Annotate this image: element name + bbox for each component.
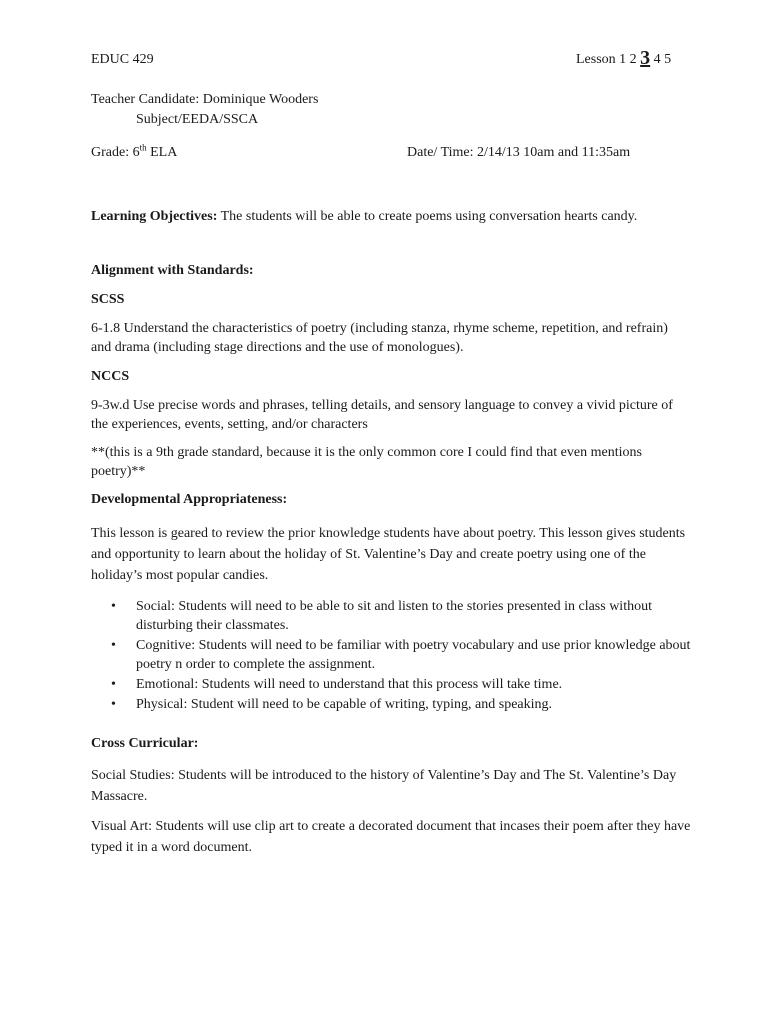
developmental-heading: Developmental Appropriateness: xyxy=(91,492,288,507)
subject-line: Subject/EEDA/SSCA xyxy=(136,112,259,127)
date-time: Date/ Time: 2/14/13 10am and 11:35am xyxy=(407,145,631,160)
bullet-icon: • xyxy=(111,677,116,692)
lesson-label: Lesson 1 2 xyxy=(576,52,641,67)
grade-prefix: Grade: 6 xyxy=(91,145,140,160)
current-lesson: 3 xyxy=(640,47,651,69)
list-item xyxy=(91,695,691,714)
nccs-note: **(this is a 9th grade standard, because it is the only common core I could find that even mentions poetry)** xyxy=(91,445,642,479)
list-item xyxy=(91,675,691,694)
lesson-after: 4 5 xyxy=(650,52,672,67)
bullet-text: Social: Students will need to be able to sit and listen to the stories presented in class without disturbing their classmates. xyxy=(136,599,652,633)
developmental-text: This lesson is geared to review the prior knowledge students have about poetry. This lesson gives students and opportunity to learn about the holiday of St. Valentine’s Day and create poetry using one of the holiday’s most popular candies. xyxy=(91,526,686,583)
alignment-heading: Alignment with Standards: xyxy=(91,263,254,278)
visual-art-text: Visual Art: Students will use clip art to create a decorated document that incases their poem after they have typed it in a word document. xyxy=(91,819,691,855)
objectives-label: Learning Objectives: xyxy=(91,209,218,224)
bullet-icon: • xyxy=(111,599,116,614)
teacher-candidate: Teacher Candidate: Dominique Wooders xyxy=(91,92,319,107)
developmental-list xyxy=(91,597,691,715)
bullet-text: Emotional: Students will need to understand that this process will take time. xyxy=(136,677,563,692)
list-item xyxy=(91,597,691,635)
grade-line xyxy=(91,143,177,162)
scss-heading: SCSS xyxy=(91,292,125,307)
nccs-standard: 9-3w.d Use precise words and phrases, telling details, and sensory language to convey a vivid picture of the experiences, events, setting, and/or characters xyxy=(91,398,673,432)
grade-suffix: ELA xyxy=(146,145,178,160)
bullet-icon: • xyxy=(111,697,116,712)
lesson-number xyxy=(576,48,671,69)
course-code: EDUC 429 xyxy=(91,52,154,67)
bullet-icon: • xyxy=(111,638,116,653)
grade-sup: th xyxy=(139,142,147,153)
scss-standard: 6-1.8 Understand the characteristics of poetry (including stanza, rhyme scheme, repetition, and refrain) and drama (including stage directions and the use of monologues). xyxy=(91,321,668,355)
social-studies-text: Social Studies: Students will be introduced to the history of Valentine’s Day and The St. Valentine’s Day Massacre. xyxy=(91,768,677,804)
cross-curricular-heading: Cross Curricular: xyxy=(91,736,199,751)
bullet-text: Physical: Student will need to be capable of writing, typing, and speaking. xyxy=(136,697,553,712)
nccs-heading: NCCS xyxy=(91,369,130,384)
objectives-text: The students will be able to create poems using conversation hearts candy. xyxy=(217,209,638,224)
list-item xyxy=(91,636,691,674)
bullet-text: Cognitive: Students will need to be familiar with poetry vocabulary and use prior knowledge about poetry n order to complete the assignment. xyxy=(136,638,691,672)
learning-objectives xyxy=(91,207,691,226)
